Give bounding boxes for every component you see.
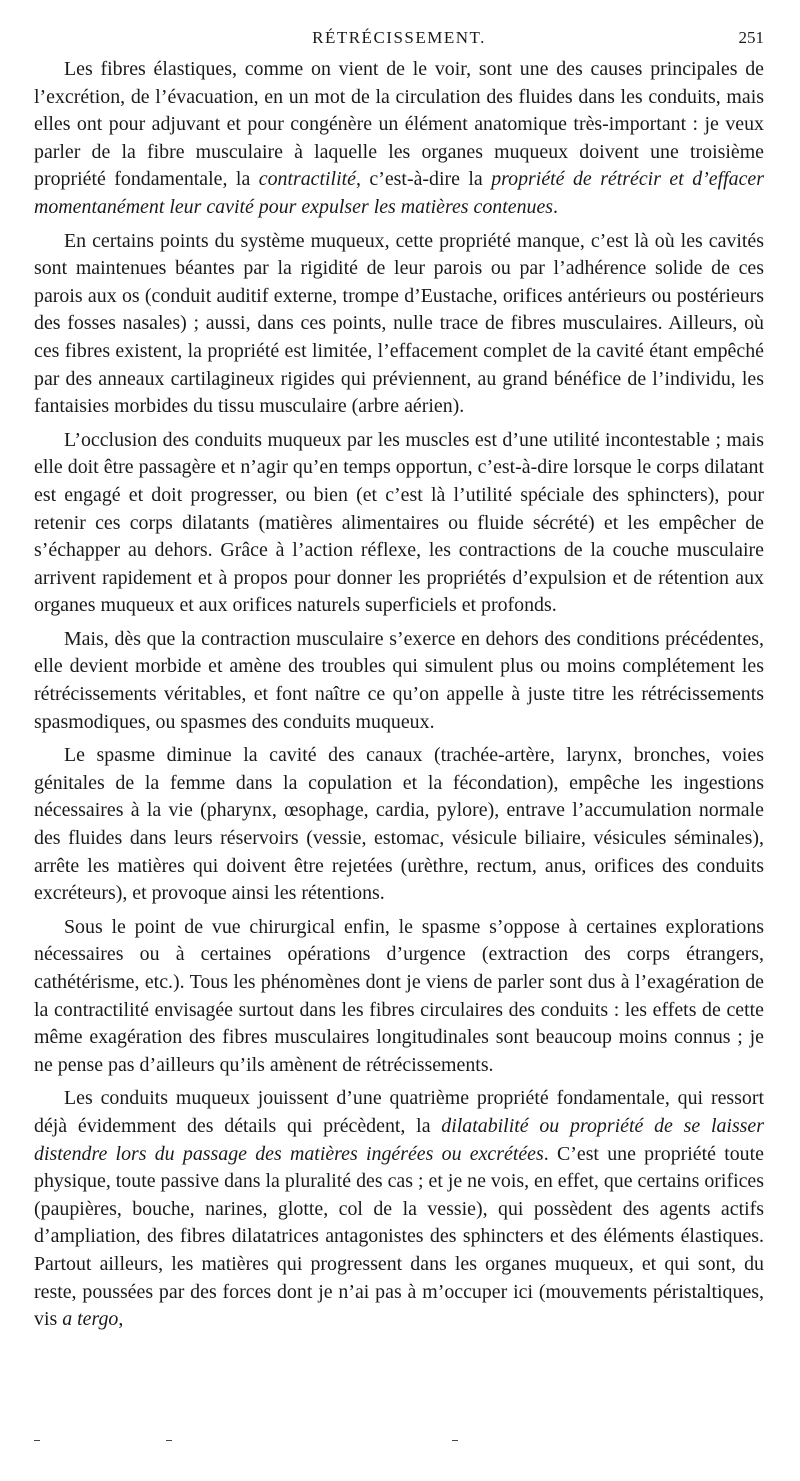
- book-page: [34, 22, 764, 1334]
- paragraph: [34, 626, 764, 736]
- paragraph: [34, 1085, 764, 1333]
- print-speck: [166, 1440, 172, 1441]
- text-run: Mais, dès que la contraction musculaire s’exerce en dehors des conditions précédentes, elle devient morbide et amène des troubles qui simulent plus ou moins complétement les rétrécissements véritables, et font naître ce qu’on appelle à juste titre les rétrécissements spasmodiques, ou spasmes des conduits muqueux.: [34, 627, 764, 733]
- paragraph: [34, 914, 764, 1080]
- italic-text: a tergo: [62, 1308, 119, 1331]
- print-speck: [34, 1440, 40, 1441]
- text-run: ,: [118, 1308, 124, 1331]
- text-run: Les conduits muqueux jouissent d’une quatrième propriété fondamentale, qui ressort déjà évidemment des détails qui précèdent, la: [34, 1087, 764, 1137]
- text-run: , c’est-à-dire la: [355, 168, 492, 191]
- text-run: . C’est une propriété toute physique, toute passive dans la pluralité des cas ; et je ne vois, en effet, que certains orifices (paupières, bouche, narines, glotte, col de la vessie), qui possèdent des agents actifs d’ampliation, des fibres dilatatrices antagonistes des sphincters et des éléments élastiques. Partout ailleurs, les matières qui progressent dans les organes muqueux, et qui sont, du reste, poussées par des forces dont je n’ai pas à m’occuper ici (mouvements péristaltiques, vis: [34, 1142, 764, 1331]
- text-run: Les fibres élastiques, comme on vient de le voir, sont une des causes principales de l’excrétion, de l’évacuation, en un mot de la circulation des fluides dans les conduits, mais elles ont pour adjuvant et pour congénère un élément anatomique très-important : je veux parler de la fibre musculaire à laquelle les organes muqueux doivent une troisième propriété fondamentale, la: [34, 58, 764, 191]
- italic-text: propriété de rétrécir et d’effacer momentanément leur cavité pour expulser les matières contenues: [34, 168, 765, 218]
- italic-text: contractilité: [258, 168, 356, 191]
- print-specks: [34, 1440, 764, 1450]
- text-run: .: [553, 195, 559, 218]
- page-header: [34, 22, 764, 56]
- paragraph: [34, 742, 764, 908]
- running-title: RÉTRÉCISSEMENT.: [312, 28, 486, 47]
- text-run: En certains points du système muqueux, cette propriété manque, c’est là où les cavités sont maintenues béantes par la rigidité de leur parois ou par l’adhérence solide de ces parois aux os (conduit auditif externe, trompe d’Eustache, orifices antérieurs ou postérieurs des fosses nasales) ; aussi, dans ces points, nulle trace de fibres musculaires. Ailleurs, où ces fibres existent, la propriété est limitée, l’effacement complet de la cavité étant empêché par des anneaux cartilagineux rigides qui préviennent, au grand bénéfice de l’individu, les fantaisies morbides du tissu musculaire (arbre aérien).: [34, 229, 764, 418]
- page-number: 251: [738, 28, 764, 47]
- body-text: [34, 56, 764, 1334]
- paragraph: [34, 56, 764, 222]
- paragraph: [34, 228, 764, 421]
- print-speck: [452, 1440, 458, 1441]
- italic-text: dilatabilité ou propriété de se laisser distendre lors du passage des matières ingérées ou excrétées: [34, 1114, 764, 1165]
- text-run: L’occlusion des conduits muqueux par les muscles est d’une utilité incontestable ; mais elle doit être passagère et n’agir qu’en temps opportun, c’est-à-dire lorsque le corps dilatant est engagé et doit progresser, ou bien (et c’est là l’utilité spéciale des sphincters), pour retenir ces corps dilatants (matières alimentaires ou fluide sécrété) et les empêcher de s’échapper au dehors. Grâce à l’action réflexe, les contractions de la couche musculaire arrivent rapidement et à propos pour donner les propriétés d’expulsion et de rétention aux organes muqueux et aux orifices naturels superficiels et profonds.: [34, 428, 764, 617]
- paragraph: [34, 427, 764, 620]
- text-run: Sous le point de vue chirurgical enfin, le spasme s’oppose à certaines explorations nécessaires ou à certaines opérations d’urgence (extraction des corps étrangers, cathétérisme, etc.). Tous les phénomènes dont je viens de parler sont dus à l’exagération de la contractilité envisagée surtout dans les fibres circulaires des conduits : les effets de cette même exagération des fibres musculaires longitudinales sont beaucoup moins connus ; je ne pense pas d’ailleurs qu’ils amènent de rétrécissements.: [34, 915, 764, 1076]
- text-run: Le spasme diminue la cavité des canaux (trachée-artère, larynx, bronches, voies génitales de la femme dans la copulation et la fécondation), empêche les ingestions nécessaires à la vie (pharynx, œsophage, cardia, pylore), entrave l’accumulation normale des fluides dans leurs réservoirs (vessie, estomac, vésicule biliaire, vésicules séminales), arrête les matières qui doivent être rejetées (urèthre, rectum, anus, orifices des conduits excréteurs), et provoque ainsi les rétentions.: [34, 744, 764, 905]
